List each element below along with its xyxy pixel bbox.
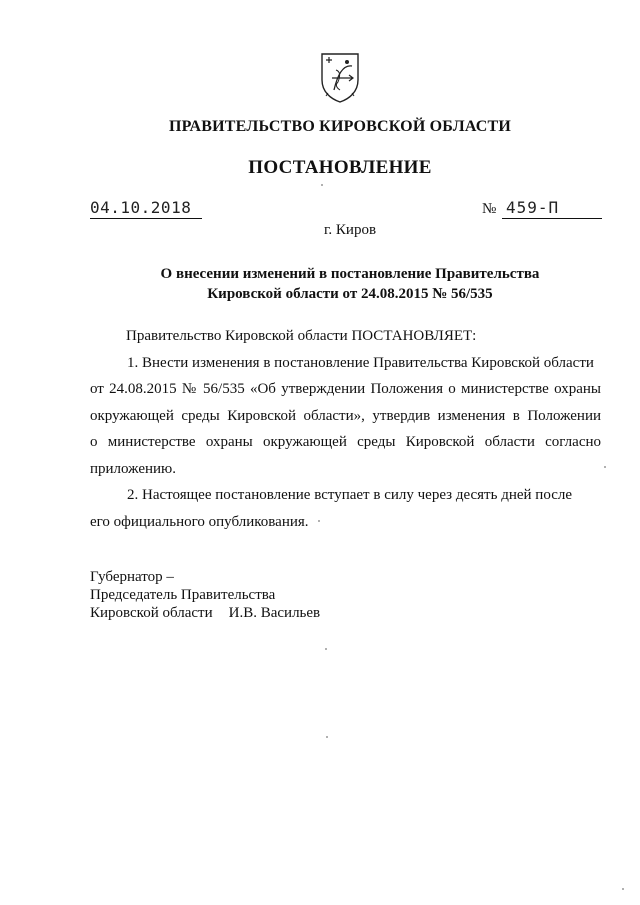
number-sign: №: [482, 201, 497, 217]
city-label: г. Киров: [323, 222, 377, 238]
government-title: ПРАВИТЕЛЬСТВО КИРОВСКОЙ ОБЛАСТИ: [168, 118, 512, 135]
item-2-line: его официального опубликования.: [90, 513, 309, 530]
scan-speck: [321, 184, 323, 186]
signatory-name: И.В. Васильев: [228, 605, 321, 621]
date-value: 04.10.2018: [90, 198, 192, 217]
date-field: [90, 198, 202, 219]
scan-speck: [604, 466, 606, 468]
signatory-title: Губернатор –: [90, 569, 174, 585]
item-2-line: 2. Настоящее постановление вступает в силу через десять дней после: [127, 487, 572, 503]
item-1-line: 1. Внести изменения в постановление Правительства Кировской области: [127, 354, 594, 371]
scan-speck: [318, 520, 320, 522]
signatory-title-row: [90, 604, 320, 622]
signature-block: [90, 568, 320, 622]
scan-speck: [622, 888, 624, 890]
coat-of-arms-icon: [318, 50, 362, 104]
scan-speck: [325, 648, 327, 650]
number-field: [502, 198, 602, 219]
document-subject: [0, 264, 640, 304]
signatory-title: Кировской области: [90, 605, 213, 621]
scan-speck: [326, 736, 328, 738]
subject-line: Кировской области от 24.08.2015 № 56/535: [207, 286, 493, 302]
item-1-line: окружающей среды Кировской области», утвердив изменения в Положении: [90, 407, 601, 424]
item-1-line: приложению.: [90, 460, 177, 477]
signatory-title: Председатель Правительства: [90, 587, 276, 603]
document-body: [90, 323, 601, 535]
subject-line: О внесении изменений в постановление Правительства: [160, 266, 540, 282]
document-number: 459-П: [506, 198, 560, 217]
item-1-line: о министерстве охраны окружающей среды Кировской области согласно: [90, 434, 601, 450]
item-1-line: от 24.08.2015 № 56/535 «Об утверждении Положения о министерстве охраны: [90, 381, 601, 397]
preamble: Правительство Кировской области ПОСТАНОВЛЯЕТ:: [126, 328, 477, 344]
document-type-title: ПОСТАНОВЛЕНИЕ: [248, 157, 432, 178]
